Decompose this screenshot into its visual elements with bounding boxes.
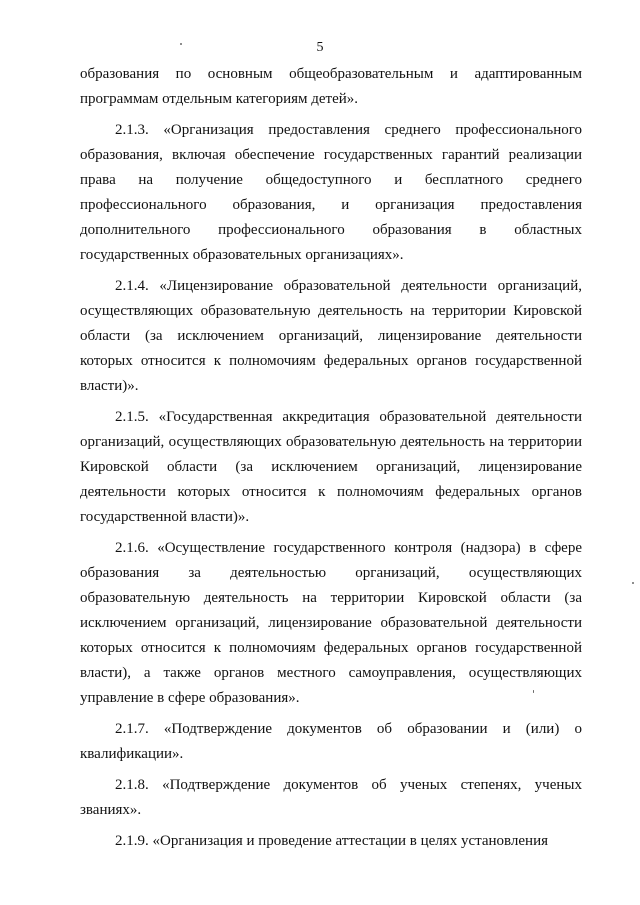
page-number: 5 [316, 40, 324, 55]
paragraph-2-1-5: 2.1.5. «Государственная аккредитация образовательной деятельности организаций, осуществляющих образовательную деятельность на территории Кировской области (за исключением организаций, лицензирование деятельности которых относится к полномочиям федеральных органов государственной власти)». [80, 409, 582, 525]
paragraph-continuation: образования по основным общеобразовательным и адаптированным программам отдельным категориям детей». [80, 66, 582, 107]
document-body [80, 62, 582, 854]
paragraph-2-1-3: 2.1.3. «Организация предоставления среднего профессионального образования, включая обеспечение государственных гарантий реализации права на получение общедоступного и бесплатного среднего профессионального образования, и организация предоставления дополнительного профессионального образования в областных государственных образовательных организациях». [80, 122, 582, 263]
paragraph-2-1-4: 2.1.4. «Лицензирование образовательной деятельности организаций, осуществляющих образовательную деятельность на территории Кировской области (за исключением организаций, лицензирование деятельности которых относится к полномочиям федеральных органов государственной власти)». [80, 278, 582, 394]
paragraph-2-1-9: 2.1.9. «Организация и проведение аттестации в целях установления [115, 833, 549, 849]
paragraph-2-1-6: 2.1.6. «Осуществление государственного контроля (надзора) в сфере образования за деятельностью организаций, осуществляющих образовательную деятельность на территории Кировской области (за исключением организаций, лицензирование образовательной деятельности которых относится к полномочиям федеральных органов государственной власти), а также органов местного самоуправления, осуществляющих управление в сфере образования». [80, 540, 582, 706]
paragraph-2-1-8: 2.1.8. «Подтверждение документов об ученых степенях, ученых званиях». [80, 777, 582, 818]
scan-artifact-dot [632, 582, 634, 584]
paragraph-2-1-7: 2.1.7. «Подтверждение документов об образовании и (или) о квалификации». [80, 721, 582, 762]
